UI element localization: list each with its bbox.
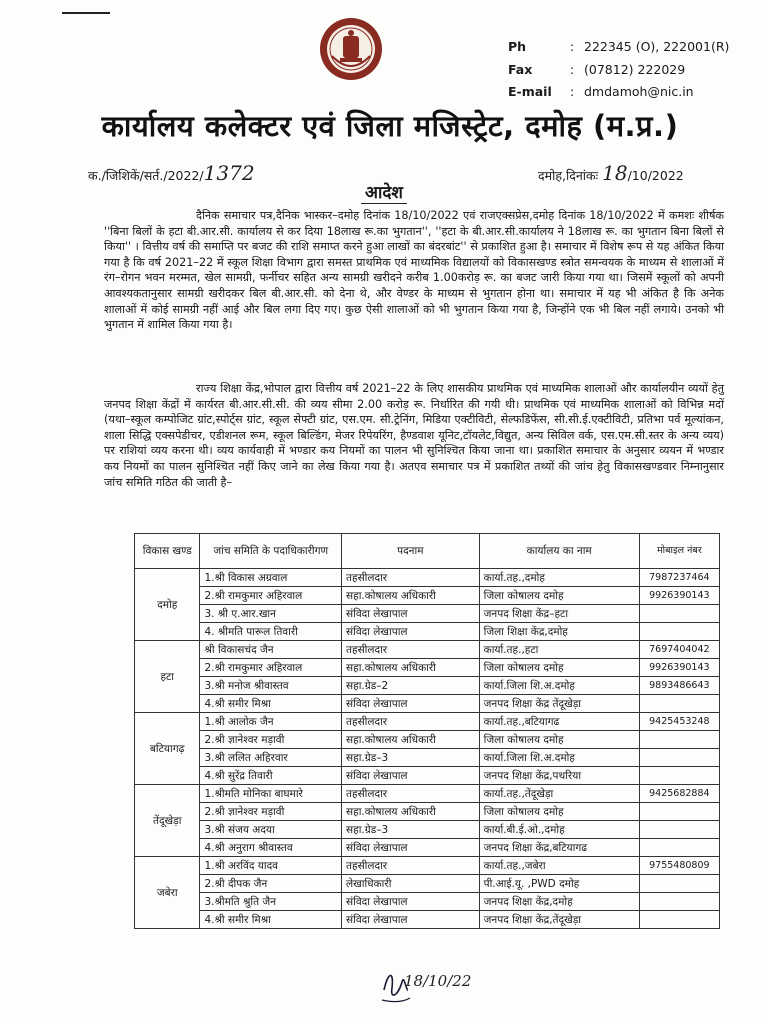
member-post: संविदा लेखापाल: [342, 893, 480, 911]
member-mobile: [639, 839, 719, 857]
email-row: [508, 81, 729, 104]
member-name: 4.श्री समीर मिश्रा: [200, 911, 342, 929]
phone-row: [508, 36, 729, 59]
member-office: जनपद शिक्षा केंद्र,तेंदूखेड़ा: [479, 911, 639, 929]
email-label: E-mail: [508, 84, 552, 99]
member-office: कार्या.तह.,हटा: [479, 641, 639, 659]
member-office: जनपद शिक्षा केंद्र,दमोह: [479, 893, 639, 911]
table-row: [135, 821, 720, 839]
member-name: 1.श्री विकास अग्रवाल: [200, 569, 342, 587]
member-office: कार्या.जिला शि.अ.दमोह: [479, 677, 639, 695]
table-row: [135, 677, 720, 695]
member-mobile: 9893486643: [639, 677, 719, 695]
member-post: लेखाधिकारी: [342, 875, 480, 893]
paragraph-2: [104, 381, 724, 490]
fax-row: [508, 59, 729, 82]
header-block: विकास खण्ड: [135, 534, 200, 569]
member-name: 4. श्रीमति पारूल तिवारी: [200, 623, 342, 641]
member-mobile: 7987237464: [639, 569, 719, 587]
member-post: संविदा लेखापाल: [342, 911, 480, 929]
table-row: [135, 605, 720, 623]
member-name: 4.श्री सुरेंद्र तिवारी: [200, 767, 342, 785]
header-mobile: मोबाइल नंबर: [639, 534, 719, 569]
member-office: जिला कोषालय दमोह: [479, 731, 639, 749]
member-mobile: [639, 605, 719, 623]
table-row: [135, 731, 720, 749]
member-name: 4.श्री अनुराग श्रीवास्तव: [200, 839, 342, 857]
member-name: 1.श्री आलोक जैन: [200, 713, 342, 731]
member-mobile: [639, 731, 719, 749]
fax-label: Fax: [508, 61, 533, 77]
date-handwritten-day: 18: [602, 161, 628, 185]
member-name: 2.श्री ज्ञानेश्वर मड़ावी: [200, 803, 342, 821]
member-post: संविदा लेखापाल: [342, 605, 480, 623]
block-cell: हटा: [135, 641, 200, 713]
email-colon: :: [570, 84, 575, 99]
table-row: [135, 659, 720, 677]
member-office: कार्या.तह.,तेंदूखेड़ा: [479, 785, 639, 803]
phone-label: Ph: [508, 39, 527, 54]
member-post: तहसीलदार: [342, 713, 480, 731]
member-mobile: 9755480809: [639, 857, 719, 875]
block-cell: तेंदूखेड़ा: [135, 785, 200, 857]
member-mobile: [639, 875, 719, 893]
member-office: पी.आई.यू. ,PWD दमोह: [479, 875, 639, 893]
member-name: 1.श्री अरविंद यादव: [200, 857, 342, 875]
member-post: संविदा लेखापाल: [342, 767, 480, 785]
member-mobile: 9926390143: [639, 587, 719, 605]
member-office: कार्या.जिला शि.अ.दमोह: [479, 749, 639, 767]
signature-date: 18/10/22: [404, 972, 472, 990]
phone-colon: :: [570, 39, 575, 54]
member-name: 2.श्री रामकुमार अहिरवाल: [200, 587, 342, 605]
member-office: जिला कोषालय दमोह: [479, 587, 639, 605]
member-office: जिला कोषालय दमोह: [479, 659, 639, 677]
member-office: जनपद शिक्षा केंद्र,बटियागढ: [479, 839, 639, 857]
email-value: dmdamoh@nic.in: [584, 84, 694, 99]
table-row: [135, 875, 720, 893]
header-post: पदनाम: [342, 534, 480, 569]
member-name: 3.श्री संजय अदया: [200, 821, 342, 839]
member-mobile: 9425682884: [639, 785, 719, 803]
member-mobile: [639, 911, 719, 929]
paragraph-2-text: राज्य शिक्षा केंद्र,भोपाल द्वारा वित्तीय वर्ष 2021–22 के लिए शासकीय प्राथमिक एवं माध्यमिक शालाओं और कार्यालयीन व्ययों हेतु जनपद शिक्षा केंद्रों में कार्यरत बी.आर.सी.सी. की व्यय सीमा 2.00 करोड़ रू. निर्धारित की गयी थी। प्राथमिक एवं माध्यमिक शालाओं को विभिन्न मदों (यथा–स्कूल कम्पोजिट ग्रांट,स्पोर्ट्स ग्रांट, स्कूल सेफ्टी ग्रांट, एस.एम. सी.ट्रेनिंग, मिडिया एक्टीविटी, सेल्फडिफेंस, सी.सी.ई.एक्टीविटी, प्रतिभा पर्व मूल्यांकन, शाला सिद्धि एक्सपेडीचर, एडीशनल रूम, स्कूल बिल्डिंग, मेजर रिपेयरिंग, हैण्डवाश यूनिट,टॉयलेट,विद्युत, अन्य सिविल वर्क, एस.एम.सी.स्तर के अन्य व्यय) पर राशियां व्यय करना थी। व्यय कार्यवाही में भण्डार कय नियमों का पालन भी सुनिश्चित किया जाना था। प्रकाशित समाचार के अनुसार व्ययन में भण्डार कय नियमों का पालन सुनिश्चित नहीं किए जाने का लेख किया गया है। अतएव समाचार पत्र में प्रकाशित तथ्यों की जांच हेतु विकासखण्डवार निम्नानुसार जांच समिति गठित की जाती है–: [104, 382, 724, 489]
member-post: सहा.ग्रेड–3: [342, 749, 480, 767]
table-row: [135, 713, 720, 731]
table-row: [135, 785, 720, 803]
member-post: सहा.कोषालय अधिकारी: [342, 803, 480, 821]
member-office: कार्या.तह.,दमोह: [479, 569, 639, 587]
member-name: श्री विकासचंद जैन: [200, 641, 342, 659]
table-row: [135, 587, 720, 605]
member-mobile: 7697404042: [639, 641, 719, 659]
table-row: [135, 623, 720, 641]
header-members: जांच समिति के पदाधिकारीगण: [200, 534, 342, 569]
member-post: सहा.ग्रेड–2: [342, 677, 480, 695]
office-title: कार्यालय कलेक्टर एवं जिला मजिस्ट्रेट, दमोह (म.प्र.): [101, 109, 679, 143]
member-post: सहा.कोषालय अधिकारी: [342, 587, 480, 605]
member-office: जिला कोषालय दमोह: [479, 803, 639, 821]
table-row: [135, 893, 720, 911]
table-row: [135, 767, 720, 785]
member-mobile: [639, 767, 719, 785]
table-row: [135, 857, 720, 875]
member-name: 3.श्रीमति श्रुति जैन: [200, 893, 342, 911]
date-suffix: /10/2022: [627, 168, 684, 183]
member-post: संविदा लेखापाल: [342, 623, 480, 641]
member-mobile: [639, 623, 719, 641]
member-office: कार्या.तह.,जबेरा: [479, 857, 639, 875]
block-cell: बटियागढ़: [135, 713, 200, 785]
table-row: [135, 803, 720, 821]
paragraph-1: [104, 208, 724, 333]
phone-value: 222345 (O), 222001(R): [584, 39, 730, 54]
member-name: 3.श्री ललित अहिरवार: [200, 749, 342, 767]
contact-block: [508, 36, 729, 104]
member-name: 2.श्री दीपक जैन: [200, 875, 342, 893]
member-post: तहसीलदार: [342, 857, 480, 875]
member-office: जनपद शिक्षा केंद्र तेंदूखेड़ा: [479, 695, 639, 713]
member-office: जनपद शिक्षा केंद्र,पथरिया: [479, 767, 639, 785]
member-name: 3. श्री ए.आर.खान: [200, 605, 342, 623]
member-post: सहा.कोषालय अधिकारी: [342, 731, 480, 749]
table-row: [135, 749, 720, 767]
block-cell: जबेरा: [135, 857, 200, 929]
member-post: तहसीलदार: [342, 785, 480, 803]
member-mobile: [639, 893, 719, 911]
table-row: [135, 911, 720, 929]
member-name: 1.श्रीमति मोनिका बाघमारे: [200, 785, 342, 803]
reference-prefix: क./जिशिकें/सर्त./2022/: [88, 168, 204, 183]
table-row: [135, 839, 720, 857]
top-dash-mark: [62, 12, 110, 14]
header-office: कार्यालय का नाम: [479, 534, 639, 569]
paragraph-1-text: दैनिक समाचार पत्र,दैनिक भास्कर–दमोह दिनांक 18/10/2022 एवं राजएक्सप्रेस,दमोह दिनांक 18/10/2022 में कमशः शीर्षक ''बिना बिलों के हटा बी.आर.सी. कार्यालय से कर दिया 18लाख रू.का भुगतान'', ''हटा के बी.आर.सी.कार्यालय ने 18लाख रू. का भुगतान बिना बिलों से किया'' । वित्तीय वर्ष की समाप्ति पर बजट की राशि समाप्त करने हुआ लाखों का बंदरबांट'' से प्रकाशित हुआ है। समाचार में विशेष रूप से यह अंकित किया गया है कि वर्ष 2021–22 में स्कूल शिक्षा विभाग द्वारा समस्त प्राथमिक एवं माध्यमिक विद्यालयों को विकासखण्ड स्त्रोत समन्वयक के माध्यम से शालाओं में रंग–रोगन भवन मरम्मत, खेल सामग्री, फर्नीचर सहित अन्य सामग्री खरीदने करीब 1.00करोड़ रू. का बजट जारी किया गया था। जिसमें स्कूलों को अपनी आवश्यकतानुसार सामग्री खरीदकर बिल बी.आर.सी. को देना थे, और वेण्डर के माध्यम से भुगतान होना था। समाचार में यह भी अंकित है कि अनेक शालाओं में कोई सामग्री नहीं आई और बिल लगा दिए गए। कुछ ऐसी शालाओं को भी भुगतान किया गया है, जिन्होंने एक भी बिल नहीं लगाये। उनको भी भुगतान में शामिल किया गया है।: [104, 209, 724, 332]
member-mobile: [639, 803, 719, 821]
member-post: तहसीलदार: [342, 569, 480, 587]
member-post: सहा.ग्रेड–3: [342, 821, 480, 839]
member-office: कार्या.तह.,बटियागढ: [479, 713, 639, 731]
member-name: 2.श्री रामकुमार अहिरवाल: [200, 659, 342, 677]
member-name: 4.श्री समीर मिश्रा: [200, 695, 342, 713]
member-post: तहसीलदार: [342, 641, 480, 659]
fax-colon: :: [570, 61, 575, 77]
member-mobile: 9425453248: [639, 713, 719, 731]
table-row: [135, 641, 720, 659]
member-post: संविदा लेखापाल: [342, 839, 480, 857]
heading-text: आदेश: [361, 183, 407, 204]
member-post: संविदा लेखापाल: [342, 695, 480, 713]
table-header-row: [135, 534, 720, 569]
member-office: जिला शिक्षा केंद्र,दमोह: [479, 623, 639, 641]
member-name: 2.श्री ज्ञानेश्वर मड़ावी: [200, 731, 342, 749]
member-name: 3.श्री मनोज श्रीवास्तव: [200, 677, 342, 695]
state-emblem-seal: [318, 16, 384, 82]
order-heading: [0, 180, 768, 203]
member-post: सहा.कोषालय अधिकारी: [342, 659, 480, 677]
member-office: जनपद शिक्षा केंद्र–हटा: [479, 605, 639, 623]
committee-table: [134, 533, 720, 929]
member-mobile: [639, 749, 719, 767]
table-row: [135, 569, 720, 587]
member-office: कार्या.बी.ई.ओ.,दमोह: [479, 821, 639, 839]
block-cell: दमोह: [135, 569, 200, 641]
date-prefix: दमोह,दिनांकः: [538, 168, 599, 183]
fax-value: (07812) 222029: [584, 61, 686, 77]
member-mobile: 9926390143: [639, 659, 719, 677]
table-row: [135, 695, 720, 713]
reference-handwritten-number: 1372: [203, 161, 255, 185]
member-mobile: [639, 695, 719, 713]
member-mobile: [639, 821, 719, 839]
